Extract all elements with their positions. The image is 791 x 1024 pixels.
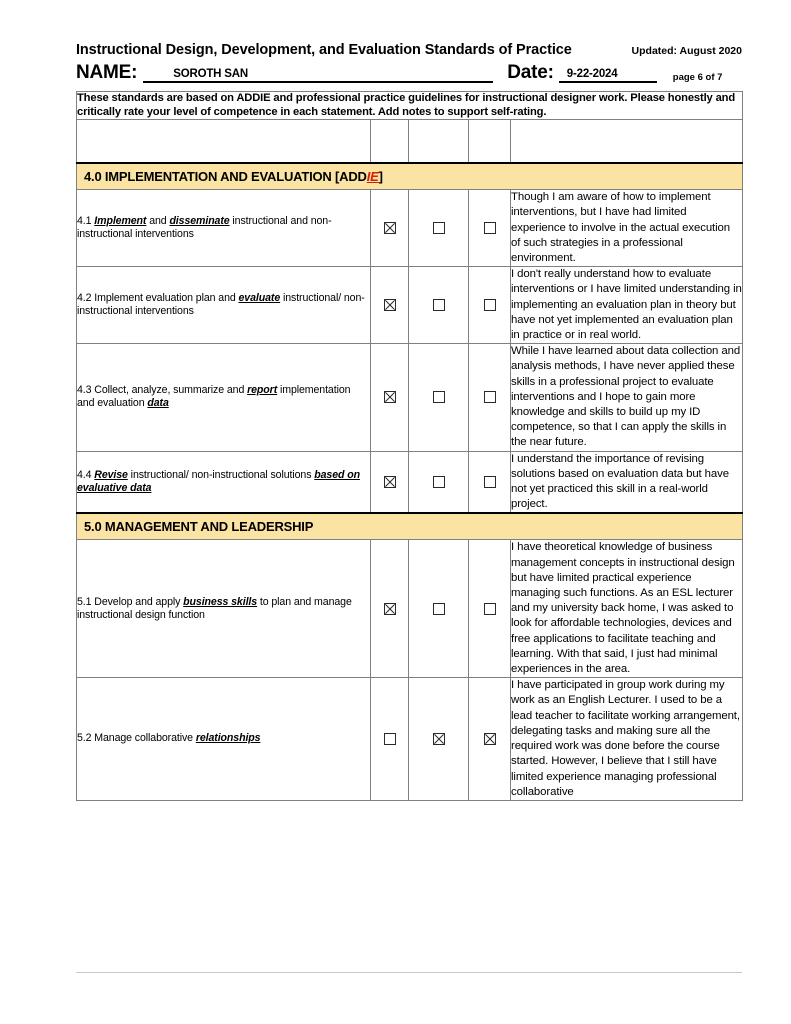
checkbox-icon[interactable]: [384, 733, 396, 745]
rating-checkbox-1-4.4[interactable]: [371, 451, 409, 513]
section-title: 5.0 MANAGEMENT AND LEADERSHIP: [77, 513, 743, 540]
checkbox-icon[interactable]: [484, 476, 496, 488]
updated-label: Updated: August 2020: [631, 45, 742, 57]
statement-5.1: 5.1 Develop and apply business skills to plan and manage instructional design function: [77, 540, 371, 678]
checkbox-icon[interactable]: [433, 222, 445, 234]
section-header-5.0: [77, 513, 743, 540]
rating-checkbox-1-4.1[interactable]: [371, 190, 409, 267]
date-field[interactable]: [559, 62, 657, 83]
checkbox-icon[interactable]: [384, 222, 396, 234]
notes-4.1[interactable]: Though I am aware of how to implement interventions, but I have had limited experience to involve in the actual execution of such strategies in a professional environment.: [511, 190, 743, 267]
section-title-accent: IE: [366, 168, 379, 184]
page-title: Instructional Design, Development, and Evaluation Standards of Practice: [76, 42, 572, 58]
section-title: 4.0 IMPLEMENTATION AND EVALUATION [ADDIE]: [77, 163, 743, 190]
standards-table-body: [77, 92, 743, 801]
checkbox-icon[interactable]: [433, 299, 445, 311]
table-row: [77, 540, 743, 678]
checkbox-icon[interactable]: [484, 603, 496, 615]
footer-rule: [76, 972, 742, 973]
rating-checkbox-1-4.2[interactable]: [371, 267, 409, 344]
standards-table: [76, 91, 743, 801]
intro-text: These standards are based on ADDIE and professional practice guidelines for instructional designer work. Please honestly and critically rate your level of competence in each statement. Add notes to support self-rating.: [77, 92, 743, 120]
notes-5.2[interactable]: I have participated in group work during my work as an English Lecturer. I used to be a lead teacher to facilitate working arrangement, delegating tasks and making sure all the required work was done before the course started. However, I believe that I still have limited experience managing professional collaborative: [511, 678, 743, 801]
rating-checkbox-3-4.2[interactable]: [469, 267, 511, 344]
statement-4.1: 4.1 Implement and disseminate instructional and non-instructional interventions: [77, 190, 371, 267]
table-row: [77, 451, 743, 513]
statement-4.2: 4.2 Implement evaluation plan and evaluate instructional/ non-instructional interventions: [77, 267, 371, 344]
checkbox-icon[interactable]: [484, 299, 496, 311]
rating-checkbox-1-5.2[interactable]: [371, 678, 409, 801]
checkbox-icon[interactable]: [384, 603, 396, 615]
page-number: page 6 of 7: [672, 72, 723, 83]
rating-checkbox-2-4.3[interactable]: [409, 344, 469, 451]
rating-checkbox-1-4.3[interactable]: [371, 344, 409, 451]
rating-checkbox-3-5.1[interactable]: [469, 540, 511, 678]
date-label: Date:: [507, 62, 554, 83]
table-row: [77, 267, 743, 344]
table-row: [77, 190, 743, 267]
blank-cell-rating-2: [409, 120, 469, 164]
checkbox-icon[interactable]: [433, 391, 445, 403]
name-value: SOROTH SAN: [173, 68, 248, 80]
checkbox-icon[interactable]: [384, 391, 396, 403]
table-row: [77, 344, 743, 451]
rating-checkbox-2-5.1[interactable]: [409, 540, 469, 678]
standards-table-wrapper: [76, 91, 742, 801]
name-label: NAME:: [76, 62, 138, 83]
notes-4.4[interactable]: I understand the importance of revising solutions based on evaluation data but have not yet practiced this skill in a real-world project.: [511, 451, 743, 513]
notes-4.2[interactable]: I don't really understand how to evaluate interventions or I have limited understanding in implementing an evaluation plan in theory but have not yet implemented an evaluation plan in practice or in real world.: [511, 267, 743, 344]
document-header: [76, 42, 742, 83]
rating-checkbox-3-4.4[interactable]: [469, 451, 511, 513]
statement-4.3: 4.3 Collect, analyze, summarize and report implementation and evaluation data: [77, 344, 371, 451]
rating-checkbox-2-5.2[interactable]: [409, 678, 469, 801]
blank-cell-notes: [511, 120, 743, 164]
checkbox-icon[interactable]: [484, 733, 496, 745]
section-header-4.0: [77, 163, 743, 190]
blank-cell-rating-1: [371, 120, 409, 164]
rating-checkbox-2-4.1[interactable]: [409, 190, 469, 267]
rating-checkbox-3-5.2[interactable]: [469, 678, 511, 801]
checkbox-icon[interactable]: [384, 299, 396, 311]
blank-cell-rating-3: [469, 120, 511, 164]
checkbox-icon[interactable]: [484, 222, 496, 234]
table-row: [77, 678, 743, 801]
checkbox-icon[interactable]: [433, 603, 445, 615]
checkbox-icon[interactable]: [384, 476, 396, 488]
checkbox-icon[interactable]: [484, 391, 496, 403]
date-value: 9-22-2024: [566, 68, 618, 80]
title-row: [76, 42, 742, 58]
statement-5.2: 5.2 Manage collaborative relationships: [77, 678, 371, 801]
rating-checkbox-1-5.1[interactable]: [371, 540, 409, 678]
intro-row: [77, 92, 743, 120]
blank-header-row: [77, 120, 743, 164]
statement-4.4: 4.4 Revise instructional/ non-instructional solutions based on evaluative data: [77, 451, 371, 513]
notes-5.1[interactable]: I have theoretical knowledge of business management concepts in instructional design but have limited practical experience managing such functions. As an ESL lecturer and my university back home, I was asked to look for affordable technologies, devices and free applications to facilitate teaching and learning. With that said, I just had minimal experiences in the area.: [511, 540, 743, 678]
name-field[interactable]: [143, 62, 493, 83]
blank-cell-statement: [77, 120, 371, 164]
notes-4.3[interactable]: While I have learned about data collection and analysis methods, I have never applied these skills in a professional project to evaluate interventions and I hope to gain more knowledge and skills to build up my ID competence, so that I can apply the skills in the near future.: [511, 344, 743, 451]
name-date-row: [76, 62, 742, 83]
rating-checkbox-2-4.4[interactable]: [409, 451, 469, 513]
rating-checkbox-2-4.2[interactable]: [409, 267, 469, 344]
rating-checkbox-3-4.1[interactable]: [469, 190, 511, 267]
rating-checkbox-3-4.3[interactable]: [469, 344, 511, 451]
checkbox-icon[interactable]: [433, 476, 445, 488]
checkbox-icon[interactable]: [433, 733, 445, 745]
